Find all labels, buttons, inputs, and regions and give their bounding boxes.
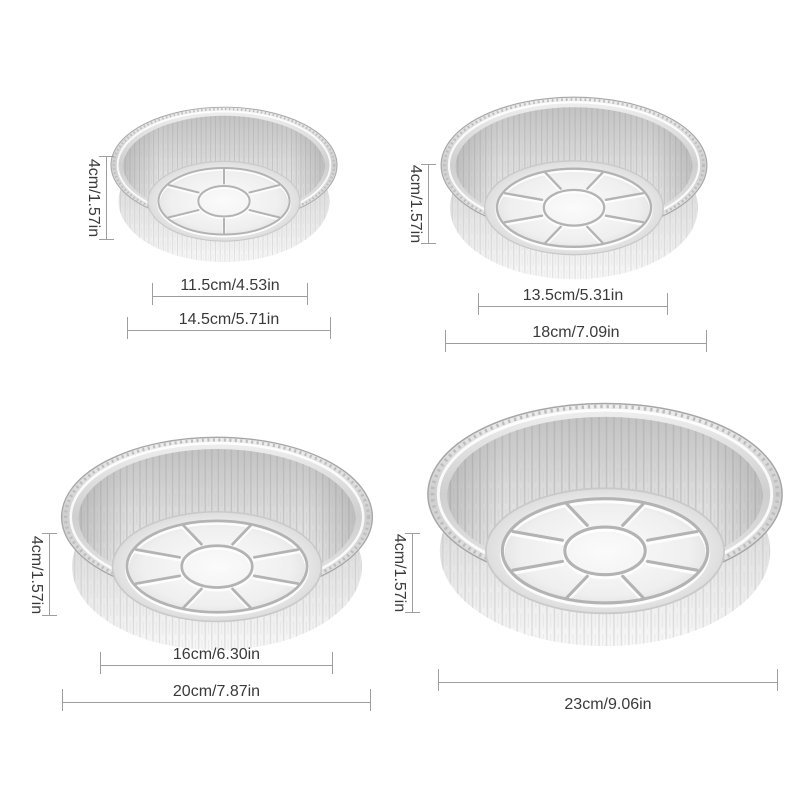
dimension-tick [478, 293, 479, 315]
dimension-line [445, 343, 707, 352]
height-label-large: 4cm/1.57in [28, 535, 45, 614]
outer-diameter-label-small: 14.5cm/5.71in [178, 311, 280, 328]
inner-diameter-label-large: 16cm/6.30in [172, 646, 261, 663]
outer-diameter-dimension-medium [445, 323, 707, 352]
dimension-tick [127, 317, 128, 339]
dimension-tick [100, 652, 101, 674]
dimension-line [438, 682, 778, 691]
foil-pan-xlarge-image [426, 402, 784, 655]
foil-pan-medium-image [440, 96, 708, 286]
outer-diameter-dimension-small [127, 310, 331, 339]
outer-diameter-dimension-large [62, 682, 371, 711]
inner-diameter-label-medium: 13.5cm/5.31in [522, 287, 624, 304]
dimension-tick [667, 293, 668, 315]
dimension-tick [42, 533, 57, 534]
dimension-tick [307, 283, 308, 305]
inner-diameter-dimension-large [100, 645, 333, 674]
dimension-line [127, 330, 331, 339]
dimension-tick [421, 243, 436, 244]
dimension-tick [445, 330, 446, 352]
dimension-tick [99, 156, 114, 157]
height-label-medium: 4cm/1.57in [407, 164, 424, 244]
dimension-tick [777, 669, 778, 691]
dimension-tick [330, 317, 331, 339]
dimension-tick [62, 689, 63, 711]
dimension-tick [42, 615, 57, 616]
height-label-xlarge: 4cm/1.57in [391, 533, 408, 613]
dimension-line [62, 702, 371, 711]
height-dimension-medium [407, 164, 429, 244]
dimension-tick [438, 669, 439, 691]
dimension-tick [706, 330, 707, 352]
height-dimension-xlarge [391, 533, 413, 613]
dimension-line [152, 296, 308, 305]
outer-diameter-label-xlarge: 23cm/9.06in [564, 696, 652, 713]
outer-diameter-label-large: 20cm/7.87in [172, 683, 261, 700]
height-label-small: 4cm/1.57in [85, 158, 102, 238]
height-dimension-large [28, 533, 50, 616]
inner-diameter-dimension-small [152, 276, 308, 305]
outer-diameter-dimension-xlarge [438, 682, 778, 714]
outer-diameter-label-medium: 18cm/7.09in [532, 324, 620, 341]
dimension-line [100, 665, 333, 674]
foil-pan-large-image [60, 436, 374, 658]
dimension-tick [152, 283, 153, 305]
dimension-tick [405, 612, 420, 613]
dimension-tick [332, 652, 333, 674]
dimension-tick [99, 239, 114, 240]
foil-pan-small-image [110, 106, 338, 268]
inner-diameter-label-small: 11.5cm/4.53in [180, 277, 280, 294]
dimension-tick [370, 689, 371, 711]
inner-diameter-dimension-medium [478, 286, 668, 315]
height-dimension-small [85, 156, 107, 240]
dimension-line [478, 306, 668, 315]
